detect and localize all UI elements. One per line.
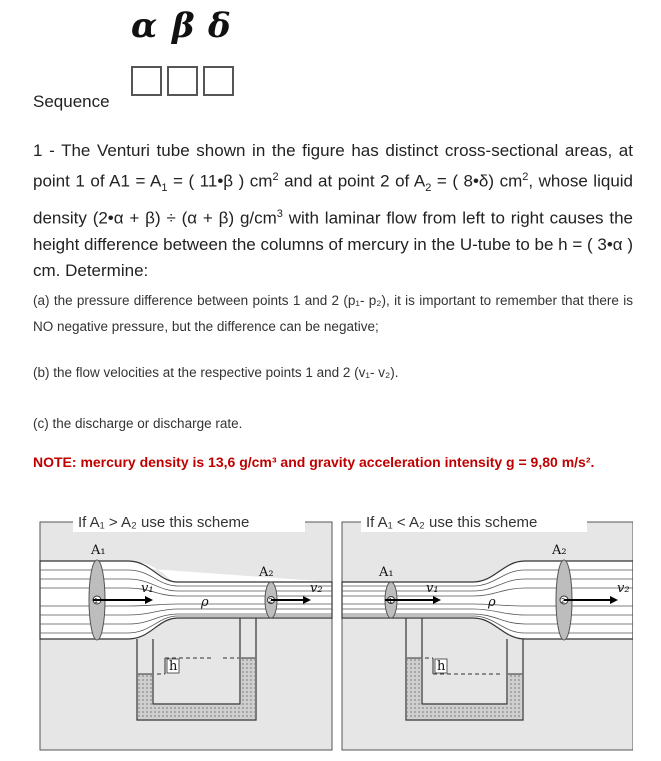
svg-text:1: 1 — [94, 598, 98, 605]
svg-text:2: 2 — [268, 598, 273, 605]
venturi-diagram — [33, 506, 633, 756]
note-text: NOTE: mercury density is 13,6 g/cm³ and gravity acceleration intensity g = 9,80 m/s². — [33, 454, 595, 470]
item-b: (b) the flow velocities at the respective points 1 and 2 (v₁- v₂). — [33, 365, 399, 380]
alpha-input-box[interactable] — [131, 66, 162, 96]
beta-input-box[interactable] — [167, 66, 198, 96]
svg-text:h: h — [437, 659, 446, 674]
alpha-symbol: α — [131, 6, 158, 46]
svg-text:v₂: v₂ — [310, 581, 323, 596]
item-c: (c) the discharge or discharge rate. — [33, 416, 243, 431]
svg-text:v₁: v₁ — [141, 581, 154, 596]
svg-text:v₂: v₂ — [617, 581, 630, 596]
left-scheme-title: If A₁ > A₂ use this scheme — [78, 514, 250, 531]
svg-text:1: 1 — [388, 598, 393, 605]
svg-text:A₂: A₂ — [552, 543, 567, 558]
svg-text:v₁: v₁ — [426, 581, 439, 596]
item-a: (a) the pressure difference between points 1 and 2 (p₁- p₂), it is important to remember that there is NO negative pressure, but the difference can be negative; — [33, 293, 633, 334]
delta-input-box[interactable] — [203, 66, 234, 96]
svg-text:A₁: A₁ — [91, 543, 106, 558]
beta-symbol: β — [172, 6, 195, 46]
question-text: 1 - The Venturi tube shown in the figure has distinct cross-sectional areas, at point 1 of $A1 = A_1$ = ( 11•β ) $cm^2$ and at point 2 of $A_2$ = ( 8•δ) $cm^2$, whose liquid density (2•α + β) ÷ (α + β) $g/cm^3$ with laminar flow from left to right causes the height difference between the columns of mercury in the U-tube to be h = ( 3•α ) cm. Determine: — [33, 141, 634, 280]
venturi-figure — [33, 506, 633, 761]
right-scheme — [342, 512, 633, 750]
right-scheme-title: If A₁ < A₂ use this scheme — [366, 514, 538, 531]
sequence-label: Sequence — [33, 92, 110, 111]
svg-text:2: 2 — [561, 598, 565, 605]
svg-text:h: h — [169, 659, 178, 674]
svg-text:ρ: ρ — [201, 595, 209, 610]
delta-symbol: δ — [208, 6, 231, 46]
svg-text:A₁: A₁ — [379, 565, 394, 580]
left-scheme — [40, 512, 332, 750]
svg-text:ρ: ρ — [488, 595, 496, 610]
svg-text:A₂: A₂ — [259, 565, 274, 580]
